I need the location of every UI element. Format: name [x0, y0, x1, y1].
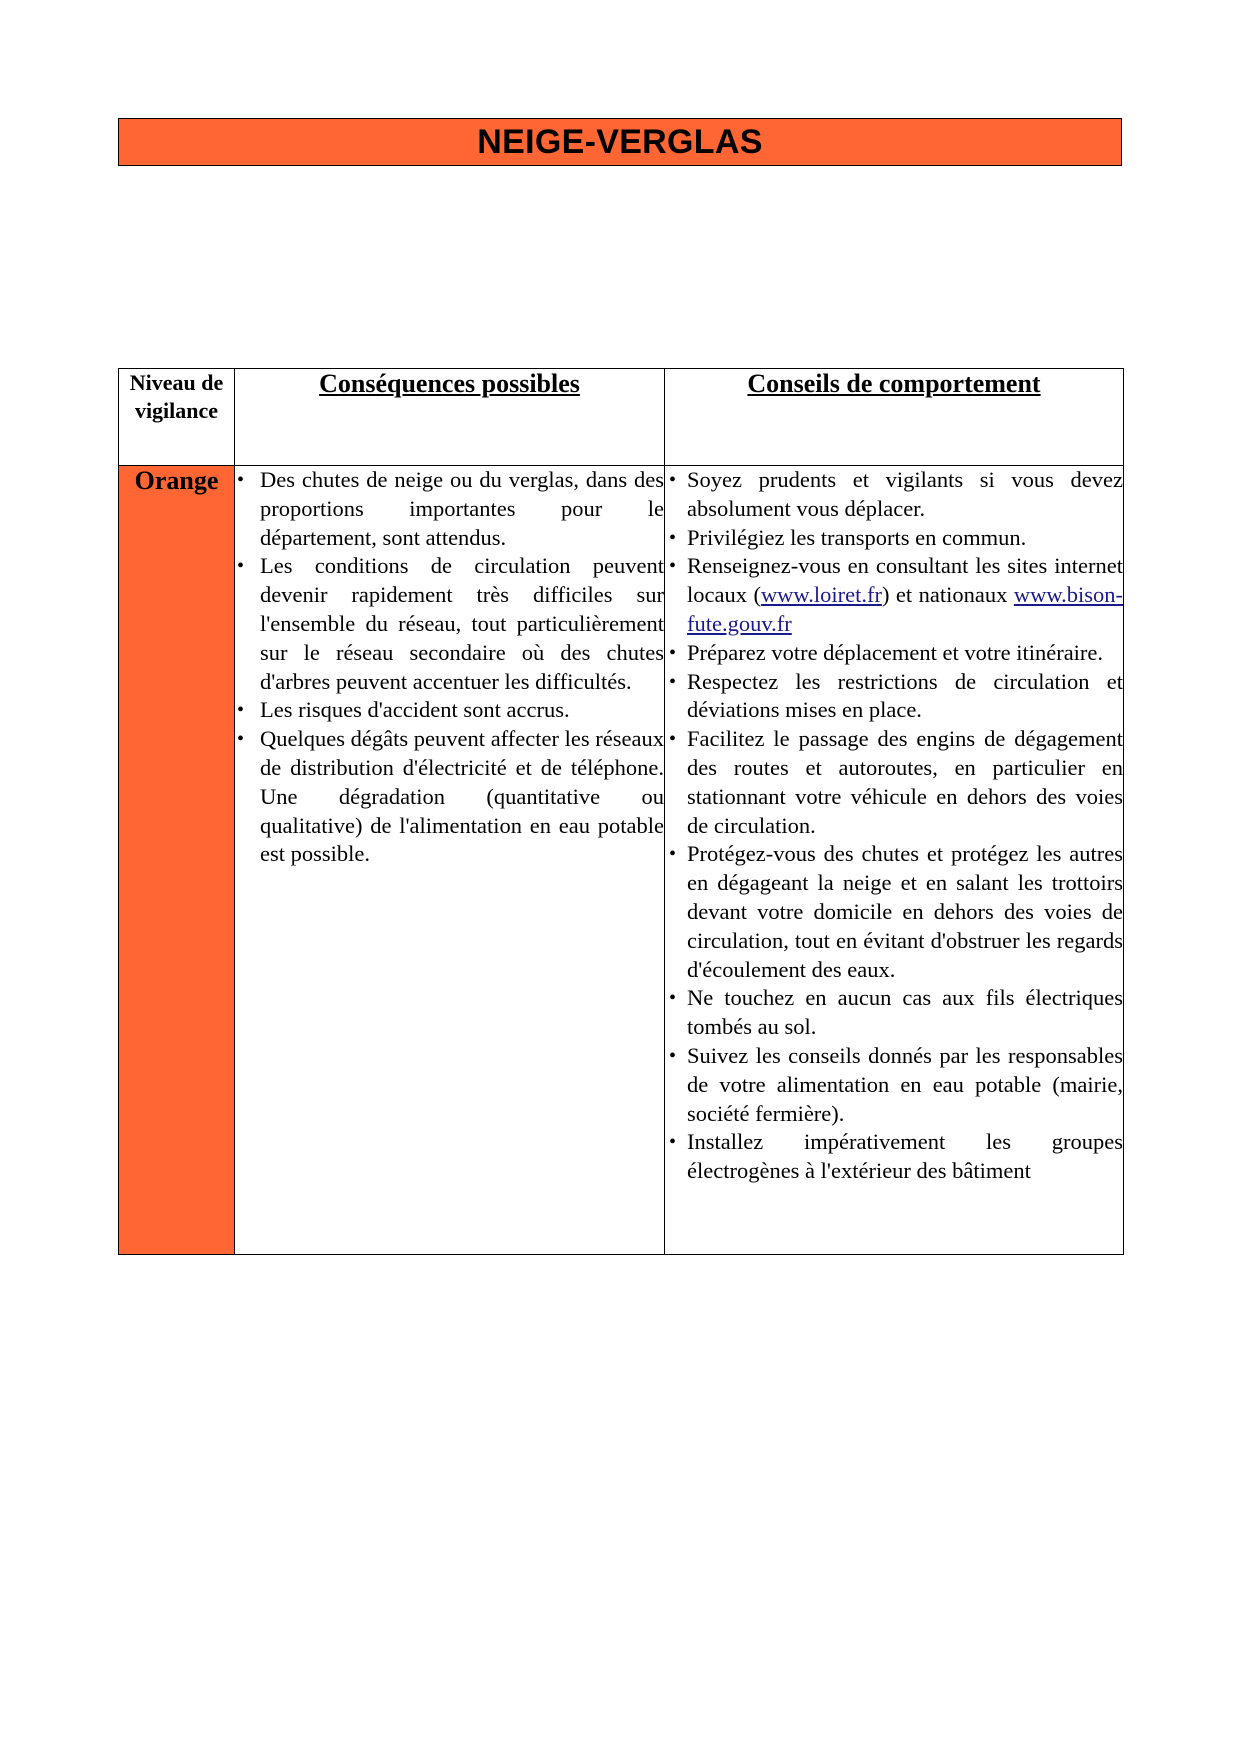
advice-text: Protégez-vous des chutes et protégez les autres en dégageant la neige et en salant les trottoirs devant votre domicile en dehors des voies de circulation, tout en évitant d'obstruer les regards d'écoulement des eaux. — [687, 841, 1123, 982]
bullet-icon: • — [669, 1131, 677, 1154]
bullet-icon: • — [669, 469, 677, 491]
level-row — [119, 466, 1124, 1255]
bullet-icon: • — [237, 555, 245, 578]
header-row — [119, 369, 1124, 466]
list-item — [665, 668, 1123, 726]
advice-text-before: Renseignez-vous en consultant les sites internet locaux ( — [687, 553, 1123, 608]
vigilance-table — [118, 368, 1124, 1255]
consequence-text: Les conditions de circulation peuvent devenir rapidement très difficiles sur l'ensemble du réseau, tout particulièrement sur le réseau secondaire où des chutes d'arbres peuvent accentuer les difficultés. — [260, 553, 664, 694]
consequence-text: Des chutes de neige ou du verglas, dans des proportions importantes pour le département, sont attendus. — [260, 467, 664, 550]
header-advice-label: Conseils de comportement — [747, 369, 1041, 398]
advice-text: Privilégiez les transports en commun. — [687, 524, 1027, 550]
bullet-icon: • — [669, 728, 677, 751]
list-item — [665, 840, 1123, 984]
list-item — [665, 725, 1123, 840]
page-title: NEIGE-VERGLAS — [477, 122, 763, 161]
advice-text: Ne touchez en aucun cas aux fils électriques tombés au sol. — [687, 985, 1123, 1040]
advice-list — [665, 466, 1123, 1186]
bison-fute-link[interactable]: www.bison-fute.gouv.fr — [687, 582, 1123, 636]
bullet-icon: • — [669, 843, 677, 866]
consequences-cell — [235, 466, 665, 1255]
header-advice — [665, 369, 1124, 466]
list-item — [235, 725, 664, 869]
list-item — [235, 552, 664, 696]
advice-text: Suivez les conseils donnés par les responsables de votre alimentation en eau potable (mairie, société fermière). — [687, 1042, 1123, 1126]
list-item — [665, 639, 1123, 668]
header-level: Niveau de vigilance — [119, 369, 235, 466]
advice-cell — [665, 466, 1124, 1255]
bullet-icon: • — [237, 469, 245, 491]
loiret-link[interactable]: www.loiret.fr — [760, 582, 882, 608]
consequence-text: Les risques d'accident sont accrus. — [260, 697, 570, 723]
list-item — [665, 552, 1123, 638]
bullet-icon: • — [669, 641, 677, 664]
bullet-icon: • — [669, 670, 677, 693]
bullet-icon: • — [237, 728, 245, 751]
bullet-icon: • — [669, 555, 677, 578]
consequences-list — [235, 466, 664, 869]
bullet-icon: • — [669, 1044, 677, 1067]
advice-text: Facilitez le passage des engins de dégagement des routes et autoroutes, en particulier en stationnant votre véhicule en dehors des voies de circulation. — [687, 726, 1123, 838]
consequence-text: Quelques dégâts peuvent affecter les réseaux de distribution d'électricité et de téléphone. Une dégradation (quantitative ou qualitative) de l'alimentation en eau potable est possible. — [260, 726, 664, 867]
bullet-icon: • — [669, 526, 677, 549]
title-banner — [118, 118, 1122, 166]
advice-text: Préparez votre déplacement et votre itinéraire. — [687, 639, 1104, 665]
level-cell: Orange — [119, 466, 235, 1255]
header-consequences — [235, 369, 665, 466]
advice-text: Respectez les restrictions de circulation et déviations mises en place. — [687, 668, 1123, 723]
advice-text: Soyez prudents et vigilants si vous devez absolument vous déplacer. — [687, 467, 1123, 521]
bullet-icon: • — [237, 699, 245, 722]
list-item — [235, 696, 664, 725]
list-item — [665, 1042, 1123, 1128]
list-item — [665, 1128, 1123, 1186]
header-consequences-label: Conséquences possibles — [319, 369, 580, 398]
advice-text: Installez impérativement les groupes électrogènes à l'extérieur des bâtiment — [687, 1129, 1123, 1184]
list-item — [665, 524, 1123, 553]
advice-text-middle: ) et nationaux — [881, 582, 1014, 608]
list-item — [665, 466, 1123, 524]
list-item — [665, 984, 1123, 1042]
bullet-icon: • — [669, 987, 677, 1010]
list-item — [235, 466, 664, 552]
